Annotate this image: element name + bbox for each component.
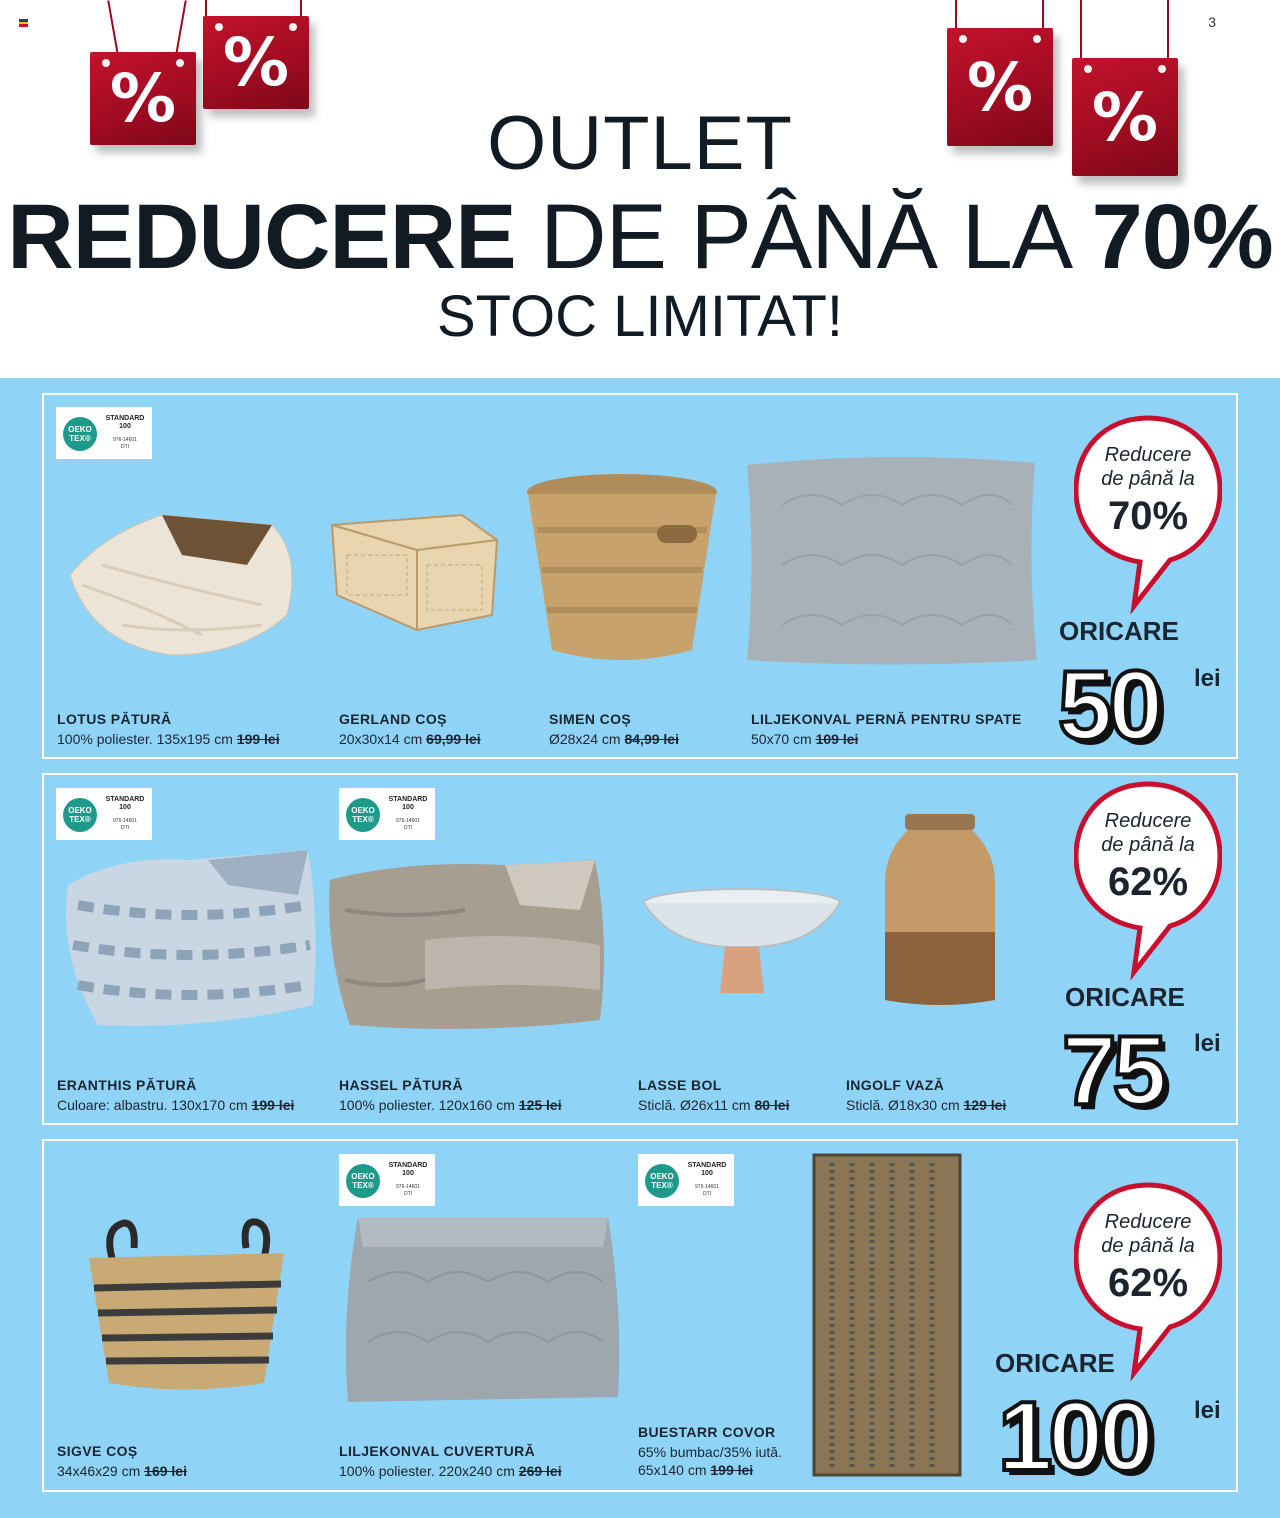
offer-price: 50 (1058, 650, 1160, 760)
buestarr-rug-image[interactable] (812, 1153, 962, 1478)
product-name: INGOLF VAZĂ (846, 1077, 945, 1093)
product-description: 100% poliester. 135x195 cm 199 lei (57, 731, 280, 747)
product-name: GERLAND COȘ (339, 711, 447, 727)
oeko-tex-label: OEKO TEX® STANDARD 100 976-14601 DTI (339, 1154, 435, 1206)
percent-tag-icon: % (1072, 58, 1178, 176)
product-name: LASSE BOL (638, 1077, 722, 1093)
discount-bubble: Reducere de până la 70% (1074, 414, 1222, 566)
simen-basket-image[interactable] (522, 470, 722, 670)
limited-stock-text: STOC LIMITAT! (436, 284, 844, 349)
product-name: LOTUS PĂTURĂ (57, 711, 172, 727)
currency-label: lei (1194, 1397, 1221, 1424)
oeko-tex-logo-icon: OEKO TEX® (645, 1164, 679, 1198)
oeko-tex-label: OEKO TEX® STANDARD 100 976-14601 DTI (339, 788, 435, 840)
product-name: HASSEL PĂTURĂ (339, 1077, 463, 1093)
product-name: SIGVE COȘ (57, 1443, 138, 1459)
oeko-tex-label: OEKO TEX® STANDARD 100 976-14601 DTI (638, 1154, 734, 1206)
oricare-label: ORICARE (995, 1348, 1115, 1378)
currency-label: lei (1194, 665, 1221, 692)
tag-string (1042, 0, 1044, 30)
offer-price: 75 (1062, 1015, 1164, 1125)
gerland-basket-image[interactable] (322, 505, 502, 635)
oricare-label: ORICARE (1065, 982, 1185, 1012)
language-flag-icon[interactable] (19, 19, 28, 27)
discount-bubble: Reducere de până la 62% (1074, 780, 1222, 932)
oeko-tex-logo-icon: OEKO TEX® (346, 1164, 380, 1198)
oeko-tex-logo-icon: OEKO TEX® (63, 417, 97, 451)
product-name: LILJEKONVAL PERNĂ PENTRU SPATE (751, 711, 1022, 727)
discount-headline: REDUCERE DE PÂNĂ LA 70% (7, 186, 1273, 288)
oricare-label: ORICARE (1059, 616, 1179, 646)
product-description: 34x46x29 cm 169 lei (57, 1463, 187, 1479)
product-description: Sticlă. Ø26x11 cm 80 lei (638, 1097, 790, 1113)
eranthis-blanket-image[interactable] (58, 845, 323, 1035)
tag-string (107, 0, 119, 55)
oeko-tex-logo-icon: OEKO TEX® (346, 798, 380, 832)
percent-tag-icon: % (90, 52, 196, 145)
tag-string (1167, 0, 1169, 60)
tag-string (1080, 0, 1082, 60)
page-number: 3 (1208, 14, 1216, 30)
percent-tag-icon: % (203, 16, 309, 109)
lotus-blanket-image[interactable] (62, 495, 302, 665)
product-description: Sticlă. Ø18x30 cm 129 lei (846, 1097, 1007, 1113)
percent-tag-icon: % (947, 28, 1053, 146)
product-description: 100% poliester. 220x240 cm 269 lei (339, 1463, 562, 1479)
tag-string (175, 0, 187, 55)
product-name: BUESTARR COVOR (638, 1424, 776, 1440)
offer-price: 100 (998, 1381, 1150, 1491)
oeko-tex-label: OEKO TEX® STANDARD 100 976-14601 DTI (56, 788, 152, 840)
oeko-tex-label: OEKO TEX® STANDARD 100 976-14601 DTI (56, 407, 152, 459)
product-description: Culoare: albastru. 130x170 cm 199 lei (57, 1097, 295, 1113)
tag-string (955, 0, 957, 30)
outlet-title: OUTLET (487, 101, 793, 186)
product-name: SIMEN COȘ (549, 711, 632, 727)
lasse-bowl-image[interactable] (640, 885, 845, 1005)
liljekonval-cushion-image[interactable] (742, 455, 1040, 667)
hassel-blanket-image[interactable] (325, 850, 610, 1035)
discount-bubble: Reducere de până la 62% (1074, 1181, 1222, 1333)
currency-label: lei (1194, 1030, 1221, 1057)
sigve-basket-image[interactable] (84, 1218, 289, 1393)
product-description: 100% poliester. 120x160 cm 125 lei (339, 1097, 562, 1113)
product-name: LILJEKONVAL CUVERTURĂ (339, 1443, 536, 1459)
product-description: 50x70 cm 109 lei (751, 731, 859, 747)
oeko-tex-logo-icon: OEKO TEX® (63, 798, 97, 832)
liljekonval-bedspread-image[interactable] (338, 1212, 628, 1407)
product-description: 65% bumbac/35% iută. 65x140 cm 199 lei (638, 1444, 782, 1478)
product-description: Ø28x24 cm 84,99 lei (549, 731, 679, 747)
ingolf-vase-image[interactable] (880, 812, 1000, 1012)
product-name: ERANTHIS PĂTURĂ (57, 1077, 197, 1093)
product-description: 20x30x14 cm 69,99 lei (339, 731, 481, 747)
